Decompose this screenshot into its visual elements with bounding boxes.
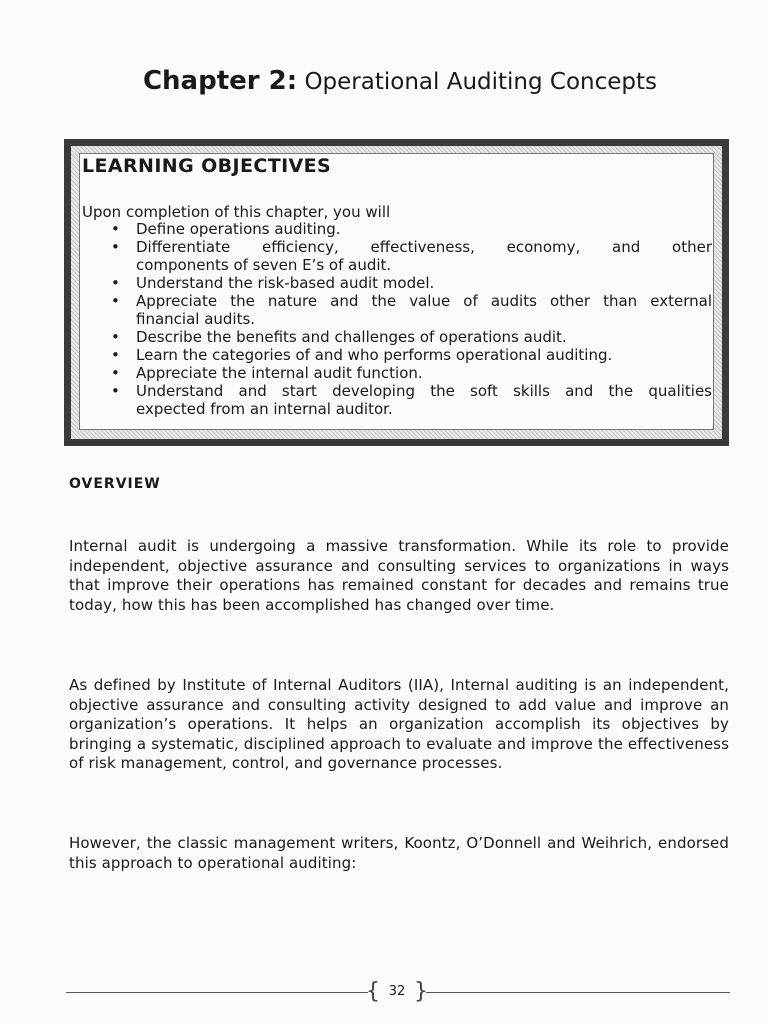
overview-paragraph-2: As defined by Institute of Internal Auditors (IIA), Internal auditing is an independent, objective assurance and consulting activity designed to add value and improve an organization’s operations. It helps an organization accomplish its objectives by bringing a systematic, disciplined approach to evaluate and improve the effectiveness of risk management, control, and governance processes. [69,676,729,772]
left-brace-ornament: { [366,979,380,1004]
chapter-name: Operational Auditing Concepts [304,69,658,95]
objective-item: • Understand the risk-based audit model. [80,274,712,292]
overview-heading: OVERVIEW [69,476,161,492]
page-number-badge [366,980,428,1004]
learning-objectives-list [80,220,712,418]
learning-objectives-box [64,139,729,446]
objective-item: • Define operations auditing. [80,220,712,238]
page-number: 32 [388,984,406,999]
footer-rule-right [426,992,730,993]
right-brace-ornament: } [414,979,428,1004]
chapter-title [0,66,768,96]
objective-item: • Appreciate the internal audit function. [80,364,712,382]
learning-objectives-panel [79,153,714,430]
chapter-number: Chapter 2: [142,66,298,96]
objective-item: • Learn the categories of and who performs operational auditing. [80,346,712,364]
objective-item: • Appreciate the nature and the value of audits other than external financial audits. [80,292,712,328]
objective-item: • Differentiate efficiency, effectiveness, economy, and other components of seven E’s of audit. [80,238,712,274]
objective-item: • Describe the benefits and challenges of operations audit. [80,328,712,346]
learning-objectives-heading: LEARNING OBJECTIVES [82,155,332,177]
objective-item: • Understand and start developing the soft skills and the qualities expected from an internal auditor. [80,382,712,418]
overview-paragraph-3: However, the classic management writers, Koontz, O’Donnell and Weihrich, endorsed this approach to operational auditing: [69,834,729,872]
overview-paragraph-1: Internal audit is undergoing a massive transformation. While its role to provide independent, objective assurance and consulting services to organizations in ways that improve their operations has remained constant for decades and remains true today, how this has been accomplished has changed over time. [69,537,729,614]
learning-objectives-intro: Upon completion of this chapter, you will [82,203,391,221]
footer-rule-left [66,992,368,993]
